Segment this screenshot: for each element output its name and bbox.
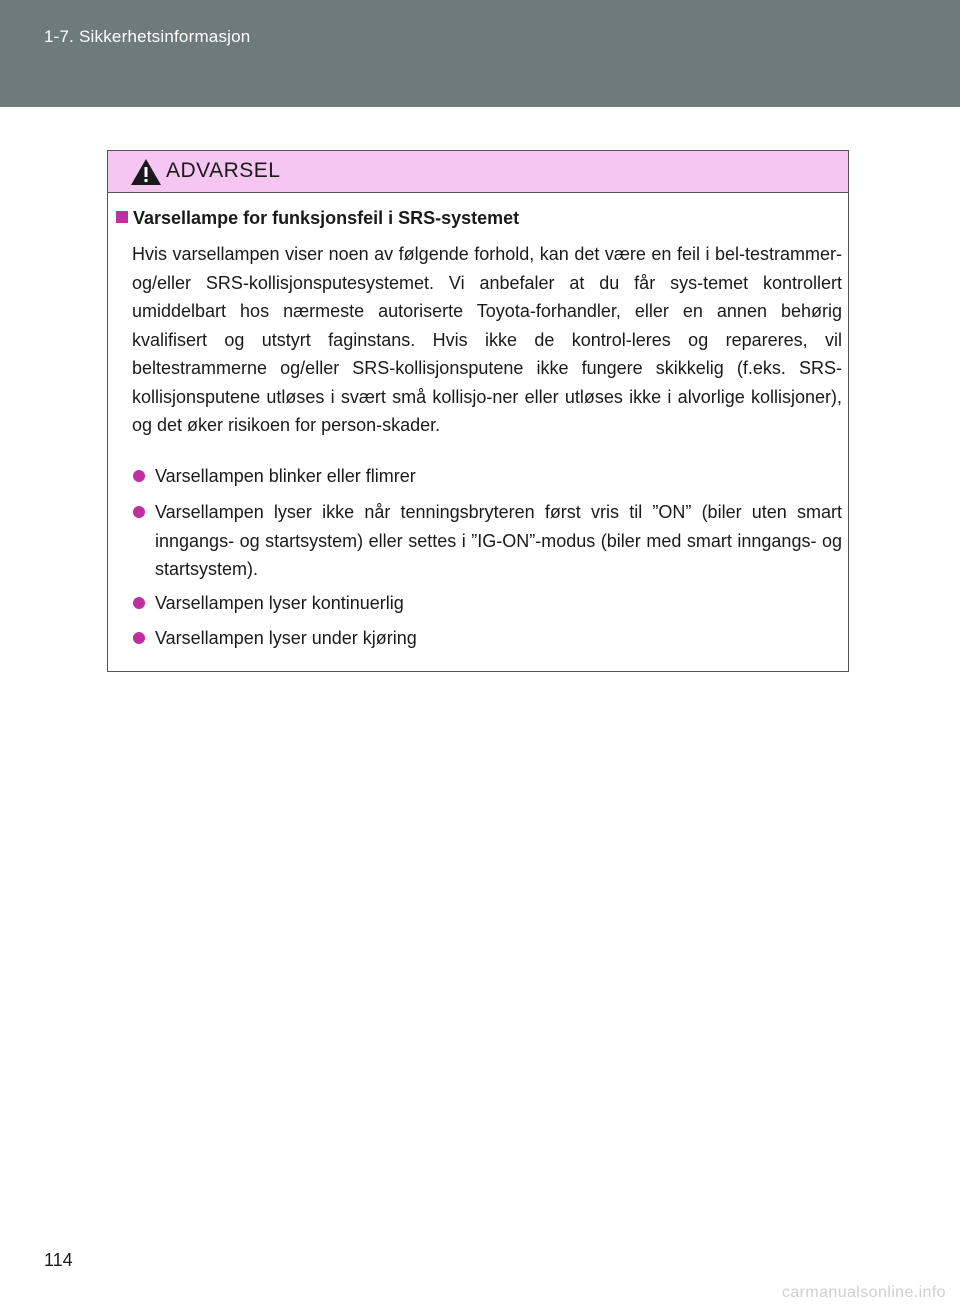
- round-bullet-icon: [133, 632, 145, 644]
- list-item-text: Varsellampen lyser under kjøring: [155, 628, 417, 648]
- list-item: [132, 624, 842, 653]
- page-header: [0, 0, 960, 107]
- section-heading-text: Varsellampe for funksjonsfeil i SRS-systemet: [133, 208, 520, 228]
- warning-box: [107, 150, 849, 672]
- square-bullet-icon: [116, 211, 128, 223]
- warning-header: [108, 151, 848, 193]
- list-item-text: Varsellampen blinker eller flimrer: [155, 466, 416, 486]
- list-item: [132, 498, 842, 584]
- section-heading: [116, 208, 519, 229]
- warning-triangle-icon: [129, 157, 163, 187]
- list-item: [132, 462, 842, 491]
- round-bullet-icon: [133, 470, 145, 482]
- warning-paragraph: Hvis varsellampen viser noen av følgende forhold, kan det være en feil i bel-testrammer- og/eller SRS-kollisjonsputesystemet. Vi anbefaler at du får sys-temet kontrollert umiddelbart hos nærmeste autoriserte Toyota-forhandler, eller en annen behørig kvalifisert og utstyrt faginstans. Hvis ikke de kontrol-leres og repareres, vil beltestrammerne og/eller SRS-kollisjonsputene ikke fungere skikkelig (f.eks. SRS-kollisjonsputene utløses i svært små kollisjo-ner eller utløses ikke i alvorlige kollisjoner), og det øker risikoen for person-skader.: [132, 244, 842, 435]
- warning-label: ADVARSEL: [166, 159, 281, 182]
- list-item: [132, 589, 842, 618]
- warning-content: [108, 192, 848, 671]
- list-item-text: Varsellampen lyser ikke når tenningsbryteren først vris til ”ON” (biler uten smart inngangs- og startsystem) eller settes i ”IG-ON”-modus (biler med smart inngangs- og startsystem).: [155, 502, 842, 579]
- watermark: carmanualsonline.info: [781, 1284, 946, 1301]
- chapter-title: 1-7. Sikkerhetsinformasjon: [44, 27, 251, 46]
- list-item-text: Varsellampen lyser kontinuerlig: [155, 593, 404, 613]
- round-bullet-icon: [133, 597, 145, 609]
- round-bullet-icon: [133, 506, 145, 518]
- page-number: 114: [44, 1250, 73, 1270]
